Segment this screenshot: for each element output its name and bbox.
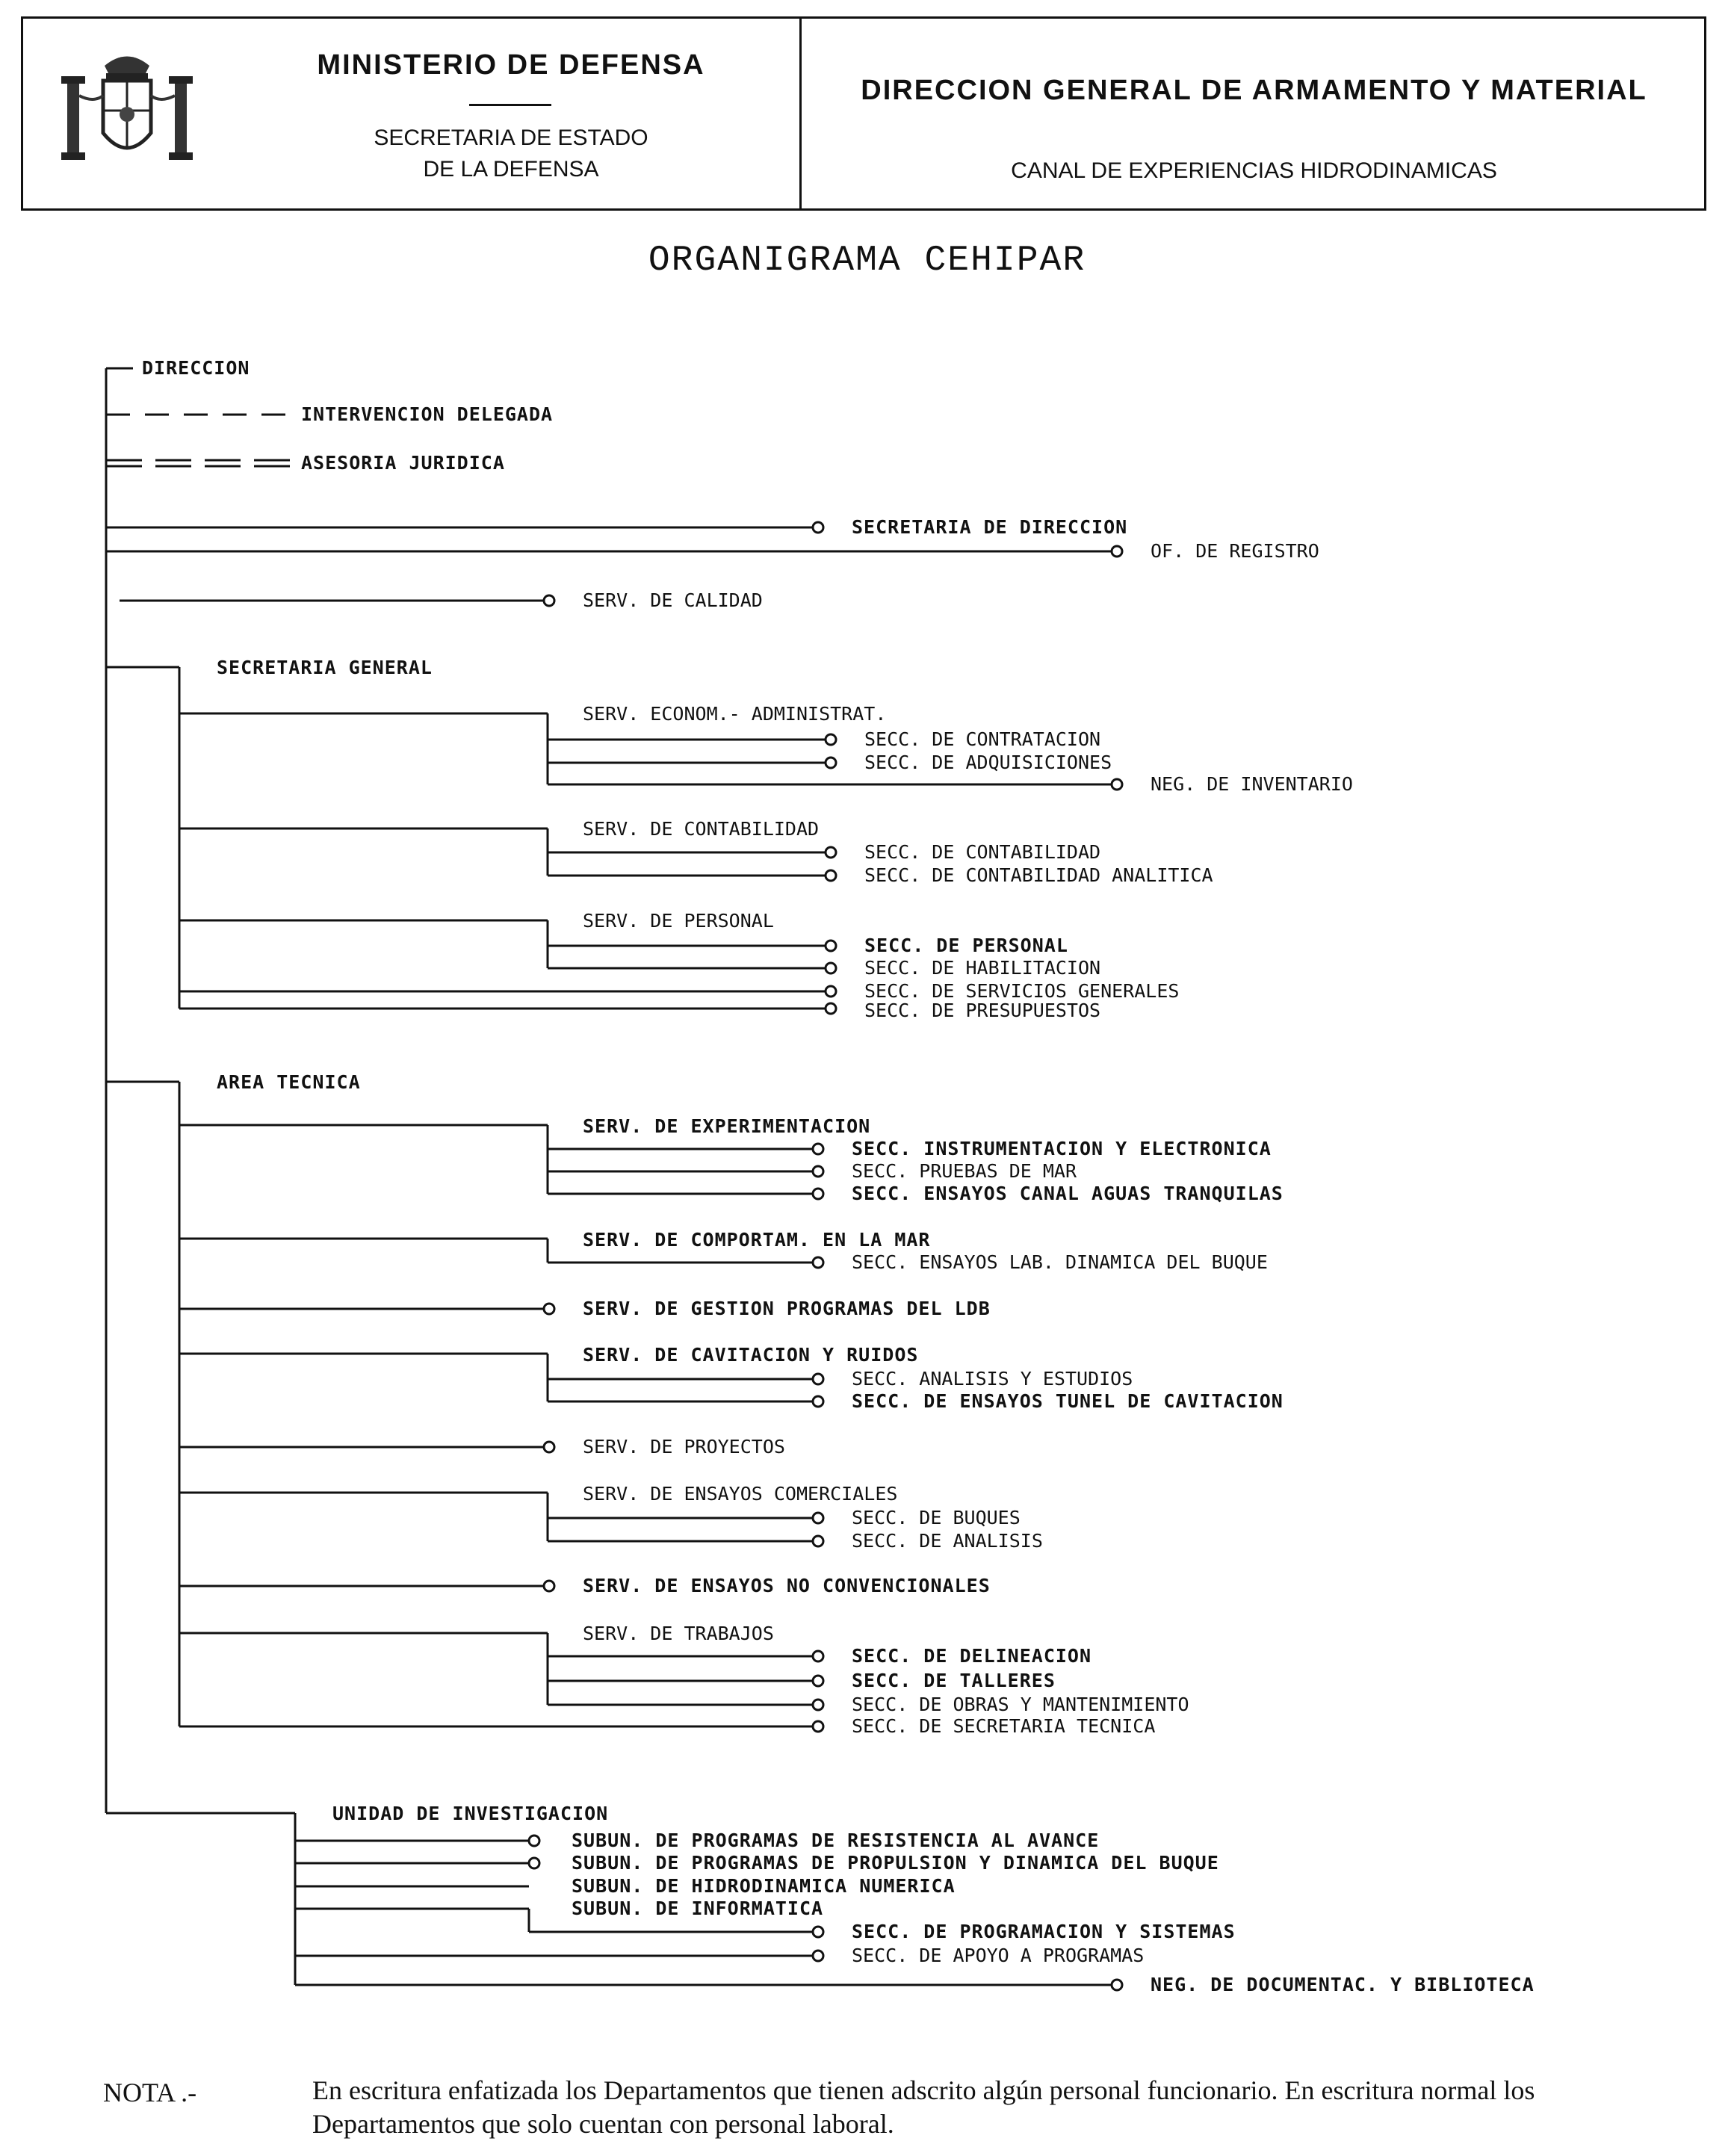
node-secc-analisis: SECC. DE ANALISIS — [852, 1530, 1043, 1552]
node-serv-personal: SERV. DE PERSONAL — [583, 910, 774, 932]
note-label: NOTA .- — [103, 2078, 197, 2107]
note-text: En escritura enfatizada los Departamentos que tienen adscrito algún personal funcionario. En escritura normal los Departamentos que solo cuentan con personal laboral. — [312, 2075, 1535, 2139]
node-secc-apoyo: SECC. DE APOYO A PROGRAMAS — [852, 1945, 1145, 1966]
node-secc-talleres: SECC. DE TALLERES — [852, 1670, 1056, 1691]
node-neg-documentac: NEG. DE DOCUMENTAC. Y BIBLIOTECA — [1151, 1974, 1535, 1995]
node-serv-gestion: SERV. DE GESTION PROGRAMAS DEL LDB — [583, 1298, 991, 1319]
node-secc-programacion: SECC. DE PROGRAMACION Y SISTEMAS — [852, 1921, 1236, 1942]
node-serv-trabajos: SERV. DE TRABAJOS — [583, 1623, 774, 1644]
node-asesoria-juridica: ASESORIA JURIDICA — [301, 452, 505, 474]
node-secretaria-direccion: SECRETARIA DE DIRECCION — [852, 516, 1128, 538]
page-title: ORGANIGRAMA CEHIPAR — [648, 241, 1086, 281]
node-serv-comportam: SERV. DE COMPORTAM. EN LA MAR — [583, 1229, 931, 1251]
node-secc-ensayos-canal: SECC. ENSAYOS CANAL AGUAS TRANQUILAS — [852, 1183, 1284, 1204]
node-area-tecnica: AREA TECNICA — [217, 1071, 361, 1093]
node-neg-inventario: NEG. DE INVENTARIO — [1151, 773, 1353, 795]
node-secc-obras: SECC. DE OBRAS Y MANTENIMIENTO — [852, 1694, 1189, 1715]
node-direccion: DIRECCION — [142, 357, 250, 379]
ministry-title: MINISTERIO DE DEFENSA — [317, 49, 705, 81]
canal-subtitle: CANAL DE EXPERIENCIAS HIDRODINAMICAS — [1011, 158, 1497, 183]
node-unidad-investigacion: UNIDAD DE INVESTIGACION — [332, 1803, 609, 1824]
node-secc-contabilidad: SECC. DE CONTABILIDAD — [864, 841, 1101, 863]
node-serv-contabilidad: SERV. DE CONTABILIDAD — [583, 818, 820, 840]
node-subun-propulsion: SUBUN. DE PROGRAMAS DE PROPULSION Y DINAMICA DEL BUQUE — [572, 1852, 1219, 1874]
node-serv-cavitacion: SERV. DE CAVITACION Y RUIDOS — [583, 1344, 919, 1366]
node-of-registro: OF. DE REGISTRO — [1151, 540, 1319, 562]
node-serv-ensayos-no-convencionales: SERV. DE ENSAYOS NO CONVENCIONALES — [583, 1575, 991, 1596]
node-serv-econom: SERV. ECONOM.- ADMINISTRAT. — [583, 703, 887, 725]
node-subun-hidrodinamica: SUBUN. DE HIDRODINAMICA NUMERICA — [572, 1875, 956, 1897]
node-secretaria-general: SECRETARIA GENERAL — [217, 657, 433, 678]
node-secc-habilitacion: SECC. DE HABILITACION — [864, 957, 1101, 979]
node-serv-proyectos: SERV. DE PROYECTOS — [583, 1436, 785, 1458]
node-subun-resistencia: SUBUN. DE PROGRAMAS DE RESISTENCIA AL AVANCE — [572, 1830, 1100, 1851]
node-secc-contabilidad-analitica: SECC. DE CONTABILIDAD ANALITICA — [864, 864, 1213, 886]
node-secc-presupuestos: SECC. DE PRESUPUESTOS — [864, 1000, 1101, 1021]
node-secc-secretaria-tecnica: SECC. DE SECRETARIA TECNICA — [852, 1715, 1156, 1737]
node-secc-instrumentacion: SECC. INSTRUMENTACION Y ELECTRONICA — [852, 1138, 1272, 1159]
secretaria-line2: DE LA DEFENSA — [423, 157, 599, 182]
direccion-general-title: DIRECCION GENERAL DE ARMAMENTO Y MATERIAL — [861, 75, 1647, 106]
secretaria-line1: SECRETARIA DE ESTADO — [374, 126, 648, 150]
node-secc-personal: SECC. DE PERSONAL — [864, 935, 1068, 956]
node-secc-servicios-generales: SECC. DE SERVICIOS GENERALES — [864, 980, 1180, 1002]
node-secc-ensayos-tunel: SECC. DE ENSAYOS TUNEL DE CAVITACION — [852, 1390, 1284, 1412]
node-secc-analisis-estudios: SECC. ANALISIS Y ESTUDIOS — [852, 1368, 1133, 1390]
node-secc-ensayos-lab: SECC. ENSAYOS LAB. DINAMICA DEL BUQUE — [852, 1251, 1268, 1273]
node-secc-pruebas-mar: SECC. PRUEBAS DE MAR — [852, 1160, 1077, 1182]
node-secc-buques: SECC. DE BUQUES — [852, 1507, 1021, 1528]
node-secc-adquisiciones: SECC. DE ADQUISICIONES — [864, 752, 1112, 773]
node-serv-calidad: SERV. DE CALIDAD — [583, 589, 763, 611]
node-serv-ensayos-comerciales: SERV. DE ENSAYOS COMERCIALES — [583, 1483, 898, 1505]
node-serv-experimentacion: SERV. DE EXPERIMENTACION — [583, 1115, 871, 1137]
node-secc-contratacion: SECC. DE CONTRATACION — [864, 728, 1101, 750]
node-secc-delineacion: SECC. DE DELINEACION — [852, 1645, 1092, 1667]
node-intervencion-delegada: INTERVENCION DELEGADA — [301, 403, 554, 425]
node-subun-informatica: SUBUN. DE INFORMATICA — [572, 1898, 824, 1919]
